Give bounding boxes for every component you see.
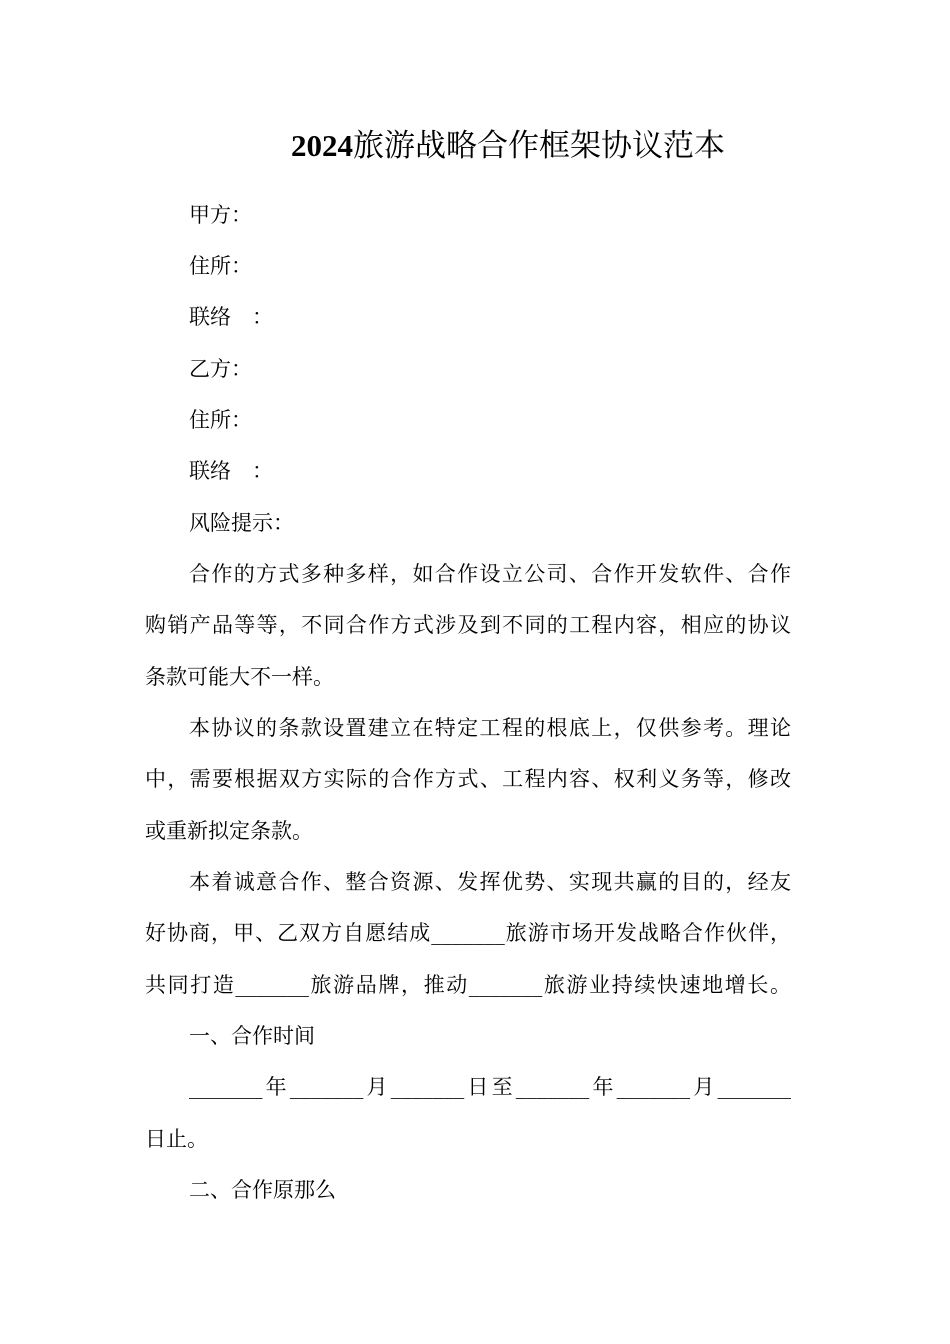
party-a-label: 甲方： bbox=[189, 203, 252, 227]
paragraph-line: 中，需要根据双方实际的合作方式、工程内容、权利义务等，修改 bbox=[145, 767, 791, 791]
document-title bbox=[0, 120, 950, 172]
date-range-line: _______年_______月_______日至_______年_______月_______ bbox=[189, 1075, 791, 1099]
paragraph-line: 好协商，甲、乙双方自愿结成_______旅游市场开发战略合作伙伴， bbox=[145, 921, 791, 945]
paragraph-line: 本协议的条款设置建立在特定工程的根底上，仅供参考。理论 bbox=[189, 716, 791, 740]
title-year: 2024 bbox=[291, 128, 353, 163]
paragraph-line: 本着诚意合作、整合资源、发挥优势、实现共赢的目的，经友 bbox=[189, 870, 791, 894]
party-b-contact-label: 联络 ： bbox=[189, 459, 273, 483]
risk-notice-heading: 风险提示： bbox=[189, 511, 294, 535]
party-a-contact-label: 联络 ： bbox=[189, 305, 273, 329]
date-range-end: 日止。 bbox=[145, 1127, 208, 1151]
section-heading-cooperation-time: 一、合作时间 bbox=[189, 1024, 315, 1048]
title-text: 旅游战略合作框架协议范本 bbox=[353, 128, 725, 164]
paragraph-line: 合作的方式多种多样，如合作设立公司、合作开发软件、合作 bbox=[189, 562, 791, 586]
party-b-label: 乙方： bbox=[189, 357, 252, 381]
party-a-address-label: 住所： bbox=[189, 254, 252, 278]
party-b-address-label: 住所： bbox=[189, 408, 252, 432]
paragraph-line: 或重新拟定条款。 bbox=[145, 819, 313, 843]
section-heading-cooperation-principles: 二、合作原那么 bbox=[189, 1178, 336, 1202]
paragraph-line: 购销产品等等，不同合作方式涉及到不同的工程内容，相应的协议 bbox=[145, 613, 791, 637]
paragraph-line: 共同打造_______旅游品牌，推动_______旅游业持续快速地增长。 bbox=[145, 973, 791, 997]
paragraph-line: 条款可能大不一样。 bbox=[145, 665, 334, 689]
